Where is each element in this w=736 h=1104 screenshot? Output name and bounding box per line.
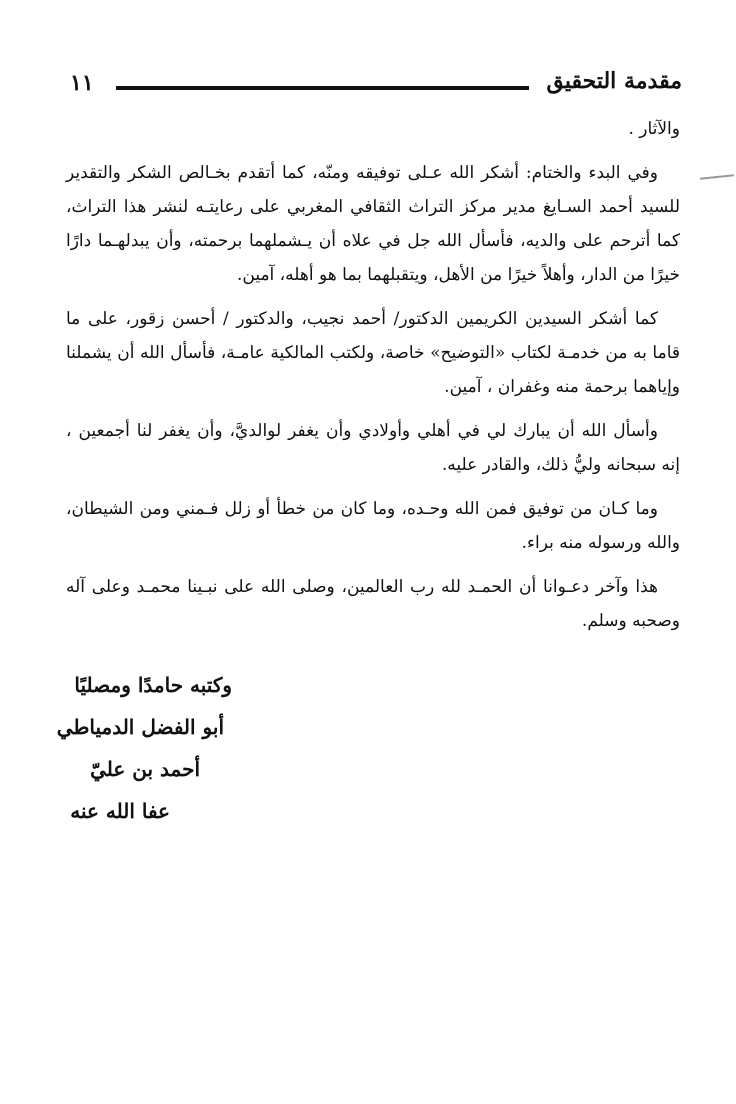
paragraph-acknowledgement: كما أشكر السيدين الكريمين الدكتور/ أحمد نجيب، والدكتور / أحسن زقور، على ما قاما به من خدمـة لكتاب «التوضيح» خاصة، ولكتب المالكية عامـة، فأسأل الله أن يشملنا وإياهما برحمة منه وغفران ، آمين. (66, 309, 680, 397)
signature-block (56, 664, 300, 832)
signature-line-dua: عفا الله عنه (70, 799, 170, 823)
paragraph-closing: هذا وآخر دعـوانا أن الحمـد لله رب العالمين، وصلى الله على نبـينا محمـد وعلى آله وصحبه وسلم. (66, 577, 680, 631)
header-rule (116, 86, 529, 90)
signature-line-kunya: أبو الفضل الدمياطي (56, 715, 224, 739)
signature-line-written-by: وكتبه حامدًا ومصليًا (74, 673, 232, 697)
page-number: ١١ (70, 70, 94, 96)
paragraph-thanks: وفي البدء والختام: أشكر الله عـلى توفيقه ومنّه، كما أتقدم بخـالص الشكر والتقدير للسيد أحمد السـايغ مدير مركز التراث الثقافي المغربي على رعايتـه لنشر هذا التراث، كما أترحم على والديه، فأسأل الله جل في علاه أن يـشملهما برحمته، وأن يبدلهـما دارًا خيرًا من الدار، وأهلاً خيرًا من الأهل، ويتقبلهما بما هو أهله، آمين. (66, 163, 680, 285)
page-header (68, 70, 682, 104)
margin-pencil-mark (700, 174, 734, 180)
running-title: مقدمة التحقيق (546, 68, 682, 94)
paragraph-errors: وما كـان من توفيق فمن الله وحـده، وما كان من خطأ أو زلل فـمني ومن الشيطان، والله ورسوله منه براء. (66, 499, 680, 553)
signature-line-name: أحمد بن عليّ (90, 757, 200, 781)
paragraph-prayer: وأسأل الله أن يبارك لي في أهلي وأولادي وأن يغفر لوالديَّ، وأن يغفر لنا أجمعين ، إنه سبحانه وليُّ ذلك، والقادر عليه. (66, 421, 680, 475)
paragraph-continuation: والآثار . (628, 119, 680, 139)
body-text (66, 112, 680, 648)
